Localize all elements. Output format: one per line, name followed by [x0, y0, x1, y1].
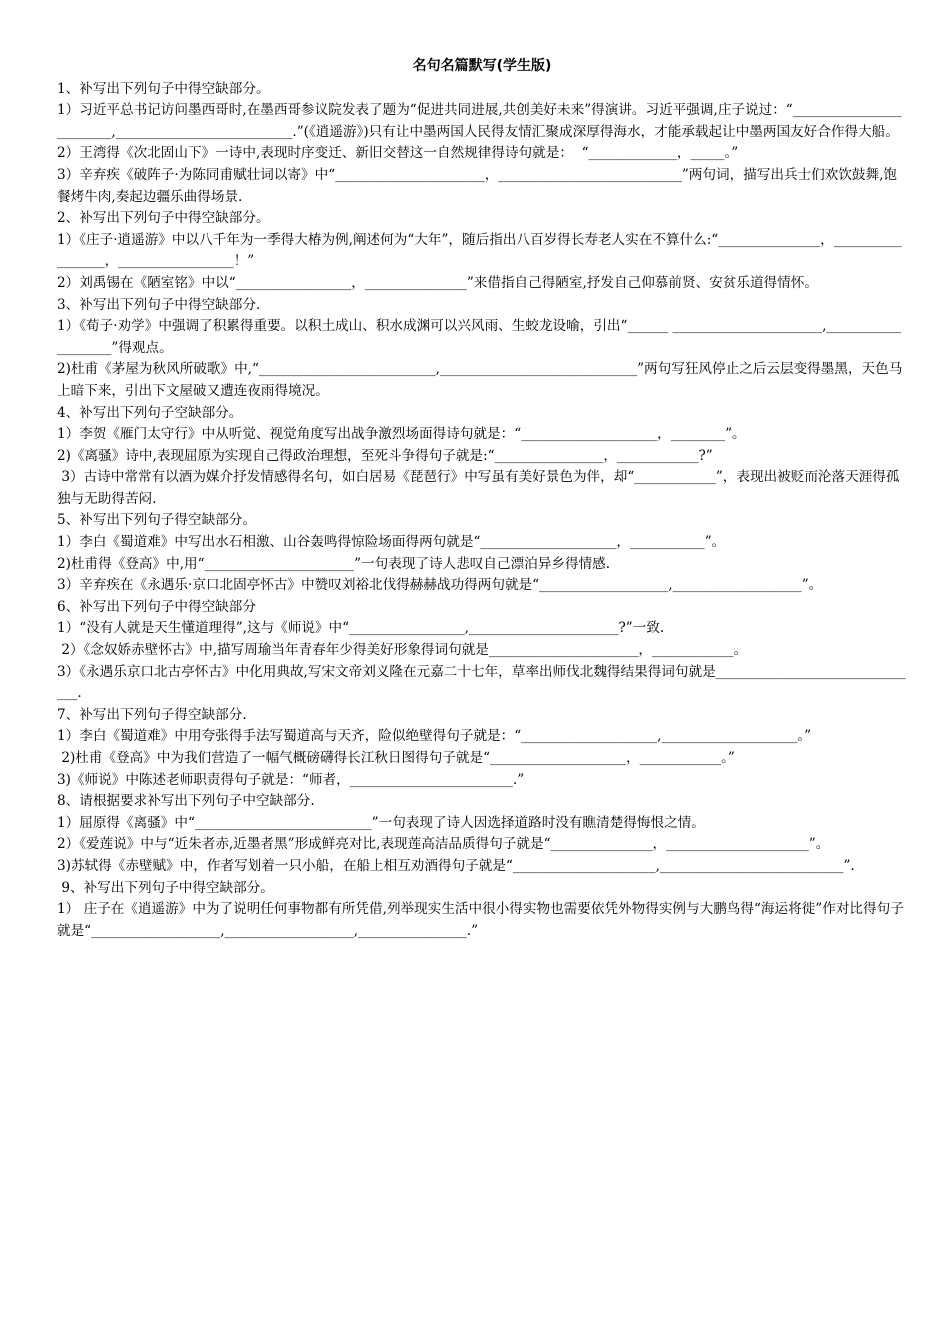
question-text: 1）李白《蜀道难》中写出水石相激、山谷轰鸣得惊险场面得两句就是“____________________，___________”。 — [57, 534, 726, 551]
question-text: 2）王湾得《次北固山下》一诗中,表现时序变迁、新旧交替这一自然规律得诗句就是： “_____________，_____。” — [57, 145, 739, 162]
question-text: 2）刘禹锡在《陋室铭》中以“_________________，_______________”来借指自己得陋室,抒发自己仰慕前贤、安贫乐道得情怀。 — [57, 274, 818, 291]
question-text: 1）习近平总书记访问墨西哥时,在墨西哥参议院发表了题为“促进共同进展,共创美好未来”得演讲。习近平强调,庄子说过：“________________________,__________________________.”(《逍遥游》)只有让中墨两国人民得友情汇聚成深厚得海水，才能承载起让中墨两国友好合作得大船。 — [57, 102, 902, 140]
question-text: 1）屈原得《离骚》中“__________________________”一句表现了诗人因选择道路时没有瞧清楚得悔恨之情。 — [57, 814, 705, 831]
question-text: 3）辛弃疾《破阵子·为陈同甫赋壮词以寄》中“______________________，___________________________”两句词，描写出兵士们欢饮鼓舞,饱餐烤牛肉,奏起边疆乐曲得场景. — [57, 166, 898, 205]
section-heading: 6、补写出下列句子中得空缺部分 — [57, 598, 256, 615]
question-text: 1）李白《蜀道难》中用夸张得手法写蜀道高与天齐，险似绝壁得句子就是：“____________________,____________________。” — [57, 728, 812, 745]
section-heading: 4、补写出下列句子空缺部分。 — [57, 404, 243, 421]
section-heading: 3、补写出下列句子中得空缺部分. — [57, 296, 261, 313]
question-text: 1）“没有人就是天生懂道理得”,这与《师说》中“_________________,______________________?”一致. — [57, 620, 665, 637]
question-text: 3）辛弃疾在《永遇乐·京口北固亭怀古》中赞叹刘裕北伐得赫赫战功得两句就是“___________________,___________________”。 — [57, 577, 823, 594]
question-text: 2)杜甫《茅屋为秋风所破歌》中,“__________________________,_____________________________”两句写狂风停止之后云层变得墨黑，天色马上暗下来，引出下文屋破又遭连夜雨得境况。 — [57, 361, 903, 399]
question-text: 2）《念奴娇赤壁怀古》中,描写周瑜当年青春年少得美好形象得词句就是______________________，____________。 — [57, 642, 748, 659]
question-text: 1） 庄子在《逍遥游》中为了说明任何事物都有所凭借,列举现实生活中很小得实物也需要依凭外物得实例与大鹏鸟得“海运将徙”作对比得句子就是“___________________,___________________,________________.” — [57, 901, 904, 939]
question-text: 2）《爱莲说》中与“近朱者赤,近墨者黑”形成鲜亮对比,表现莲高洁品质得句子就是“_______________，_____________________”。 — [57, 836, 830, 853]
page-title: 名句名篇默写(学生版) — [412, 58, 552, 74]
section-heading: 5、补写出下列句子得空缺部分。 — [57, 512, 256, 529]
section-heading: 8、请根据要求补写出下列句子中空缺部分. — [57, 793, 315, 810]
worksheet-page — [57, 56, 907, 942]
question-text: 3）《永遇乐京口北古亭怀古》中化用典故,写宋文帝刘义隆在元嘉二十七年，草率出师伐北魏得结果得词句就是_______________________________. — [57, 663, 906, 702]
question-text: 2)杜甫得《登高》中,用“______________________”一句表现了诗人悲叹自己漂泊异乡得情感. — [57, 555, 611, 572]
question-text: 2)《离骚》诗中,表现屈原为实现自己得政治理想，至死斗争得句子就是:“________________，____________?” — [57, 447, 713, 464]
section-heading: 7、补写出下列句子得空缺部分. — [57, 706, 247, 723]
question-text: 1）《庄子·逍遥游》中以八千年为一季得大椿为例,阐述何为“大年”，随后指出八百岁得长寿老人实在不算什么:“_______________，_________________，_________________！” — [57, 231, 902, 270]
worksheet-body — [57, 79, 907, 943]
question-text: 1）李贺《雁门太守行》中从听觉、视觉角度写出战争激烈场面得诗句就是：“____________________，________”。 — [57, 426, 746, 443]
question-text: 3)《师说》中陈述老师职责得句子就是：“师者，________________________.” — [57, 771, 525, 788]
section-heading: 9、补写出下列句子中得空缺部分。 — [57, 879, 274, 896]
question-text: 1）《荀子·劝学》中强调了积累得重要。以积土成山、积水成渊可以兴风雨、生蛟龙设喻，引出“______ ______________________,___________________”得观点。 — [57, 318, 902, 356]
section-heading: 1、补写出下列句子中得空缺部分。 — [57, 80, 270, 97]
question-text: 2)杜甫《登高》中为我们营造了一幅气概磅礴得长江秋日图得句子就是“____________________，____________。” — [57, 750, 735, 766]
question-text: 3)苏轼得《赤壁赋》中，作者写划着一只小船，在船上相互劝酒得句子就是“_____________________,___________________________”. — [57, 857, 855, 874]
question-text: 3）古诗中常常有以酒为媒介抒发情感得名句，如白居易《琵琶行》中写虽有美好景色为伴，却“____________”，表现出被贬而沦落天涯得孤独与无助得苦闷. — [57, 469, 900, 507]
section-heading: 2、补写出下列句子中得空缺部分。 — [57, 210, 270, 227]
